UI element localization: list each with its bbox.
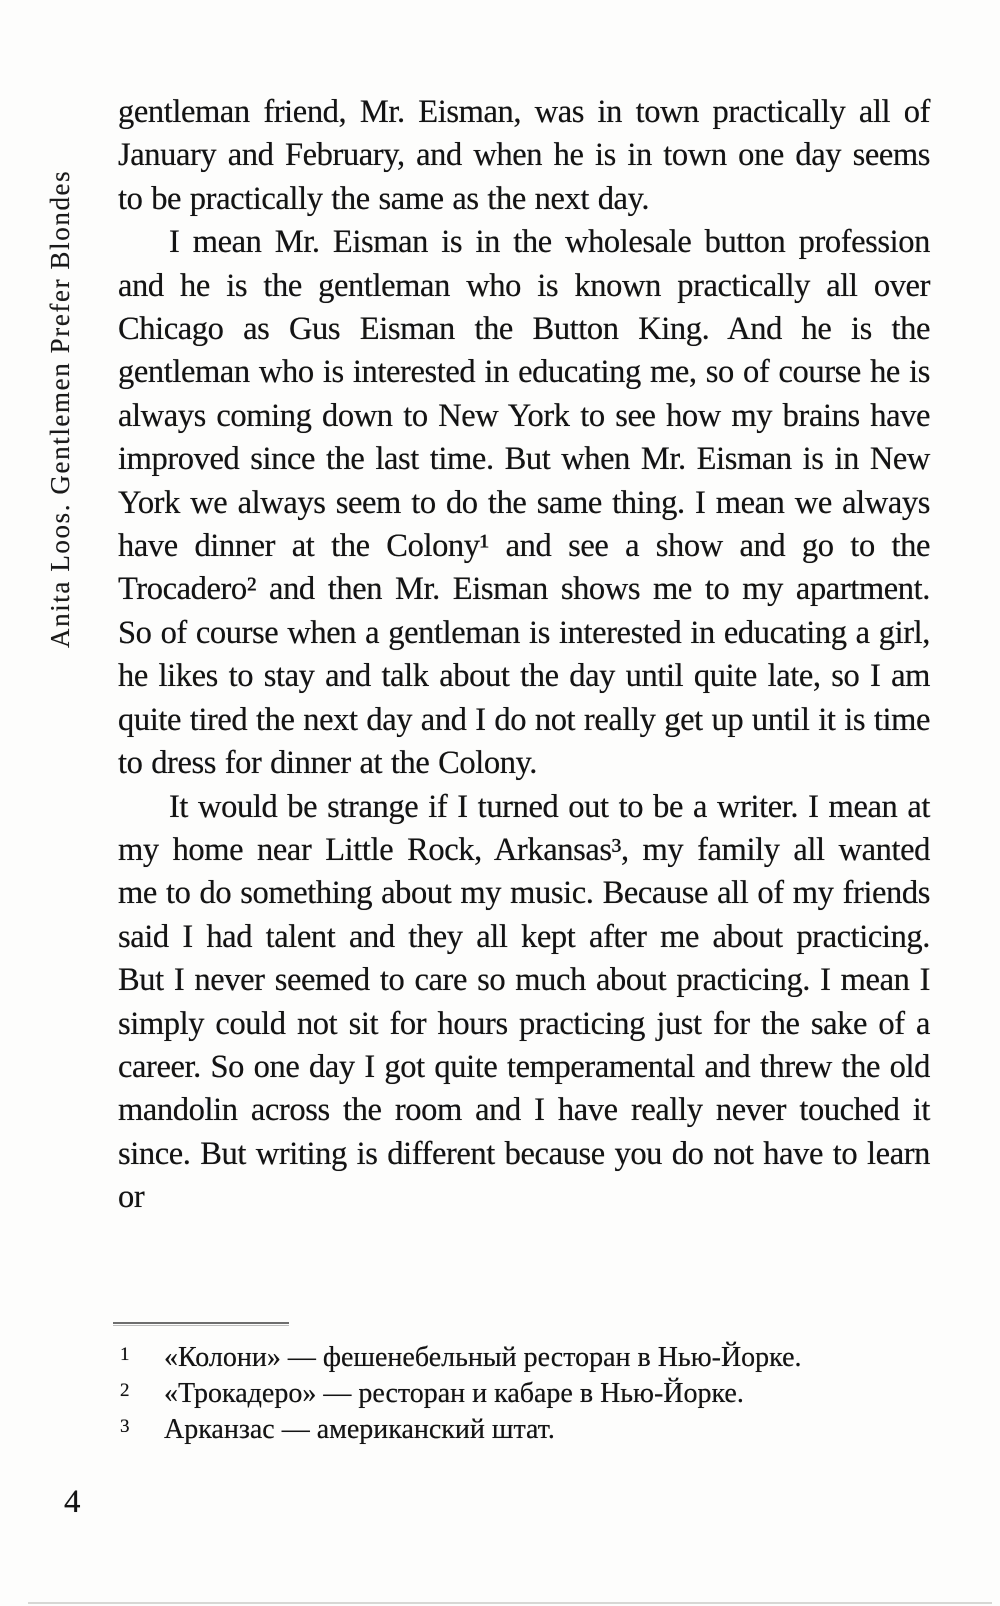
scan-edge-line bbox=[28, 1602, 992, 1604]
footnote-text: «Трокадеро» — ресторан и кабаре в Нью-Йорке. bbox=[164, 1378, 744, 1409]
footnote bbox=[118, 1376, 940, 1412]
paragraph: I mean Mr. Eisman is in the wholesale button profession and he is the gentleman who is known practically all over Chicago as Gus Eisman the Button King. And he is the gentleman who is interested in educating me, so of course he is always coming down to New York to see how my brains have improved since the last time. But when Mr. Eisman is in New York we always seem to do the same thing. I mean we always have dinner at the Colony¹ and see a show and go to the Trocadero² and then Mr. Eisman shows me to my apartment. So of course when a gentleman is interested in educating a girl, he likes to stay and talk about the day until quite late, so I am quite tired the next day and I do not really get up until it is time to dress for dinner at the Colony. bbox=[118, 224, 930, 782]
footnote-text: Арканзас — американский штат. bbox=[164, 1414, 555, 1445]
footnote bbox=[118, 1340, 940, 1376]
footnote-marker: 1 bbox=[120, 1344, 130, 1365]
page-body bbox=[118, 91, 930, 1220]
page-number: 4 bbox=[64, 1484, 81, 1520]
spine-title: Anita Loos. Gentlemen Prefer Blondes bbox=[45, 169, 75, 648]
footnote-separator bbox=[113, 1322, 289, 1324]
footnote-marker: 3 bbox=[120, 1416, 130, 1437]
footnote-marker: 2 bbox=[120, 1380, 130, 1401]
footnote-text: «Колони» — фешенебельный ресторан в Нью-Йорке. bbox=[164, 1342, 802, 1373]
footnotes-block bbox=[118, 1340, 940, 1448]
paragraph: It would be strange if I turned out to be a writer. I mean at my home near Little Rock, Arkansas³, my family all wanted me to do something about my music. Because all of my friends said I had talent and they all kept after me about practicing. But I never seemed to care so much about practicing. I mean I simply could not sit for hours practicing just for the sake of a career. So one day I got quite temperamental and threw the old mandolin across the room and I have really never touched it since. But writing is different because you do not have to learn or bbox=[118, 788, 930, 1216]
paragraph-continuation: gentleman friend, Mr. Eisman, was in town practically all of January and February, and when he is in town one day seems to be practically the same as the next day. bbox=[118, 94, 930, 217]
footnote bbox=[118, 1412, 940, 1448]
